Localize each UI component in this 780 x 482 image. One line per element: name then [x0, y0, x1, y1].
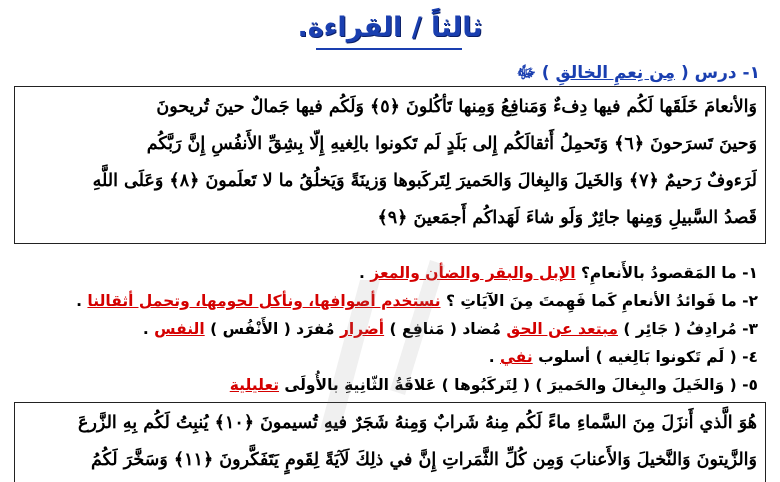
verse-line: هُوَ الَّذي أَنزَلَ مِنَ السَّماءِ ماءً لَكُم مِنهُ شَرابٌ وَمِنهُ شَجَرٌ فيهِ تُسيمونَ ﴿١٠﴾ يُنبِتُ لَكُم بِهِ الزَّرعَ [78, 413, 757, 433]
lesson-prefix: ١- درس [694, 63, 760, 83]
lesson-open-paren: ( [680, 63, 689, 83]
lesson-heading [517, 62, 760, 87]
question-mid-singular: مُفرَد ( الأَنْفُس ) [204, 320, 335, 338]
verse-box-1 [14, 86, 766, 244]
answer-text: تعليلية [229, 376, 280, 394]
answer-text: نفي [499, 348, 533, 366]
question-end: . [76, 292, 83, 310]
answer-text: الإبل والبقر والضأن والمعز [370, 264, 576, 282]
question-mid-antonym: مُضاد ( مَنافِع ) [384, 320, 501, 338]
verse-line: وَالزَّيتونَ وَالنَّخيلَ وَالأَعنابَ وَمِن كُلِّ الثَّمَراتِ إِنَّ في ذلِكَ لَآيَةً لِقَومٍ يَتَفَكَّرونَ ﴿١١﴾ وَسَخَّرَ لَكُمُ [90, 450, 757, 470]
section-title: ثالثاً / القراءة. [297, 12, 483, 43]
answer-synonym: مبتعد عن الحق [506, 320, 618, 338]
verse-box-2 [14, 402, 766, 482]
question-end: . [142, 320, 149, 338]
title-underline [316, 48, 462, 50]
question-text: ٣- مُرادِفُ ( جَائِر ) [623, 320, 758, 338]
question-4 [489, 346, 758, 368]
lesson-honorific-glyph: ﷻ [516, 63, 536, 83]
verse-line: وَحينَ تَسرَحونَ ﴿٦﴾ وَتَحمِلُ أَثقالَكُم إِلى بَلَدٍ لَم تَكونوا بالِغيهِ إِلّا بِشِقِّ الأَنفُسِ إِنَّ رَبَّكُم [146, 134, 757, 154]
verse-line: لَرَءوفٌ رَحيمٌ ﴿٧﴾ وَالخَيلَ وَالبِغالَ وَالحَميرَ لِتَركَبوها وَزينَةً وَيَخلُقُ ما لا تَعلَمونَ ﴿٨﴾ وَعَلَى اللَّهِ [92, 171, 757, 191]
verse-line: قَصدُ السَّبيلِ وَمِنها جائِرٌ وَلَو شاءَ لَهَداكُم أَجمَعينَ ﴿٩﴾ [377, 208, 757, 228]
question-text: ٢- ما فَوائدُ الأنعامِ كَما فَهِمتَ مِنَ الآيَاتِ ؟ [445, 292, 758, 310]
lesson-close-paren: ) [541, 63, 550, 83]
question-end: . [359, 264, 365, 282]
lesson-name: مِن نِعمِ الخالقِ [555, 63, 676, 83]
question-text: ٤- ( لَم تَكونوا بَالِغيه ) أسلوب [538, 348, 758, 366]
answer-text: نستخدم أصوافها، ونأكل لحومها، وتحمل أثقالنا [87, 292, 441, 310]
question-1 [359, 262, 758, 284]
answer-singular: النفس [154, 320, 205, 338]
question-text: ١- ما المَقصودُ بالأَنعامِ؟ [580, 264, 758, 282]
question-end: . [488, 348, 495, 366]
answer-antonym: أضرار [339, 320, 385, 338]
question-2 [76, 290, 758, 312]
verse-line: وَالأنعامَ خَلَقَها لَكُم فيها دِفءٌ وَمَنافِعُ وَمِنها تَأكُلونَ ﴿٥﴾ وَلَكُم فيها جَمالٌ حينَ تُريحونَ [156, 97, 757, 117]
question-text: ٥- ( وَالخَيلَ والبِغالَ والحَميرَ ) ( لِتَركَبُوها ) عَلاقَةُ الثّانِيةِ بالأُولَى [284, 376, 758, 394]
question-5 [230, 374, 758, 396]
question-3 [143, 318, 758, 340]
